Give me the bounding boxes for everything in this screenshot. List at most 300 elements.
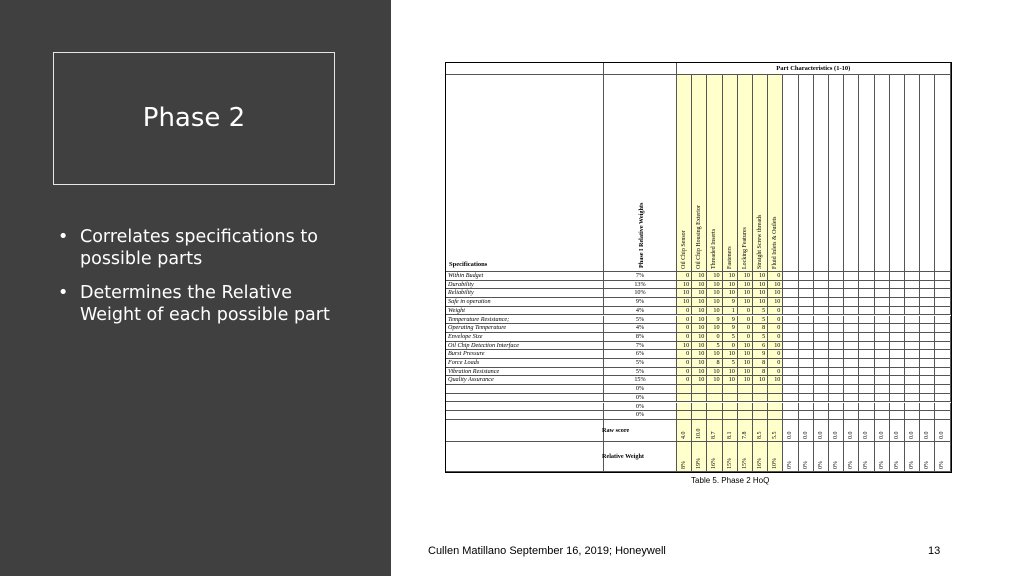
score-cell: [829, 385, 844, 394]
score-cell: 8: [707, 359, 722, 368]
relative-weight-cell: [446, 442, 604, 472]
score-cell: [905, 316, 920, 325]
score-cell: [844, 298, 859, 307]
part-header: [723, 75, 738, 272]
score-cell: [905, 342, 920, 351]
score-cell: [935, 272, 950, 281]
spec-cell: [446, 385, 604, 394]
weight-cell: 4%: [604, 307, 677, 316]
bullet-text: Correlates specifications to possible parts: [80, 227, 318, 269]
score-cell: [920, 403, 935, 412]
score-cell: [677, 385, 692, 394]
score-cell: 10: [723, 350, 738, 359]
weight-cell: 8%: [604, 333, 677, 342]
score-cell: 10: [677, 281, 692, 290]
raw-score-value: 8.7: [711, 431, 718, 439]
score-cell: [692, 403, 707, 412]
score-cell: [783, 272, 798, 281]
score-cell: [875, 342, 890, 351]
score-cell: [890, 342, 905, 351]
score-cell: 10: [692, 316, 707, 325]
score-cell: 5: [753, 307, 768, 316]
score-cell: [829, 281, 844, 290]
score-cell: 0: [677, 324, 692, 333]
relative-weight-value: 15%: [741, 457, 748, 469]
score-cell: [875, 289, 890, 298]
score-cell: [829, 307, 844, 316]
score-cell: 10: [677, 342, 692, 351]
score-cell: [799, 289, 814, 298]
score-cell: [859, 289, 874, 298]
score-cell: [753, 394, 768, 403]
score-cell: 0: [768, 350, 783, 359]
score-cell: [844, 359, 859, 368]
raw-score-value: 0.0: [833, 431, 839, 439]
score-cell: [692, 411, 707, 420]
specifications-label: Specifications: [449, 261, 488, 268]
score-cell: 5: [753, 316, 768, 325]
score-cell: 0: [677, 316, 692, 325]
raw-score-value: 0.0: [848, 431, 855, 439]
score-cell: [783, 298, 798, 307]
score-cell: [738, 411, 753, 420]
score-cell: [799, 298, 814, 307]
score-cell: [799, 350, 814, 359]
relative-weight-value: 8%: [681, 460, 687, 469]
raw-score-value: 8.1: [726, 431, 733, 439]
score-cell: 10: [692, 368, 707, 377]
score-cell: [677, 411, 692, 420]
part-header: [859, 75, 874, 272]
score-cell: [905, 359, 920, 368]
score-cell: [890, 385, 905, 394]
score-cell: [875, 333, 890, 342]
slide-title: Phase 2: [142, 103, 246, 133]
score-cell: [829, 359, 844, 368]
score-cell: [707, 403, 722, 412]
score-cell: [920, 394, 935, 403]
raw-score-value: 5.5: [772, 431, 779, 439]
score-cell: [814, 411, 829, 420]
score-cell: [814, 394, 829, 403]
score-cell: 0: [738, 324, 753, 333]
relative-weight-value: 16%: [711, 457, 718, 469]
score-cell: [935, 376, 950, 385]
score-cell: [814, 298, 829, 307]
left-panel: [0, 0, 391, 576]
score-cell: [935, 281, 950, 290]
score-cell: [859, 342, 874, 351]
score-cell: [859, 281, 874, 290]
raw-score-value: 0.0: [893, 431, 900, 439]
score-cell: [768, 403, 783, 412]
score-cell: [844, 403, 859, 412]
weight-cell: 6%: [604, 350, 677, 359]
score-cell: 5: [707, 342, 722, 351]
score-cell: [935, 385, 950, 394]
score-cell: [783, 316, 798, 325]
score-cell: 0: [738, 316, 753, 325]
score-cell: [707, 394, 722, 403]
score-cell: [768, 385, 783, 394]
relative-weight-value: 15%: [726, 457, 733, 469]
score-cell: [829, 342, 844, 351]
score-cell: 0: [738, 307, 753, 316]
score-cell: [920, 281, 935, 290]
score-cell: 9: [707, 316, 722, 325]
score-cell: [935, 324, 950, 333]
score-cell: 10: [753, 272, 768, 281]
score-cell: [814, 359, 829, 368]
spec-cell: [446, 403, 604, 412]
score-cell: [890, 350, 905, 359]
score-cell: 10: [738, 376, 753, 385]
score-cell: [783, 333, 798, 342]
score-cell: [768, 411, 783, 420]
relative-weight-value: 0%: [787, 460, 794, 469]
score-cell: 10: [692, 350, 707, 359]
relative-weight-value: 19%: [696, 457, 703, 469]
score-cell: [814, 289, 829, 298]
spec-cell: Within Budget: [446, 272, 604, 281]
score-cell: [935, 289, 950, 298]
score-cell: [783, 289, 798, 298]
score-cell: [920, 272, 935, 281]
score-cell: [829, 316, 844, 325]
raw-score-value: 7.8: [741, 431, 748, 439]
relative-weight-value: 10%: [772, 457, 779, 469]
score-cell: 10: [707, 307, 722, 316]
score-cell: [844, 376, 859, 385]
hoq-header: Part Characteristics (1-10): [677, 63, 951, 75]
weight-cell: 15%: [604, 376, 677, 385]
score-cell: 5: [753, 333, 768, 342]
score-cell: 0: [677, 272, 692, 281]
score-cell: [783, 368, 798, 377]
score-cell: [890, 324, 905, 333]
weight-cell: 9%: [604, 298, 677, 307]
bullet-text: Determines the Relative Weight of each possible part: [80, 283, 330, 325]
score-cell: [859, 376, 874, 385]
score-cell: [935, 350, 950, 359]
score-cell: [875, 272, 890, 281]
spec-cell: Quality Assurance: [446, 376, 604, 385]
specifications-header: [446, 75, 604, 272]
score-cell: [859, 298, 874, 307]
score-cell: 0: [768, 272, 783, 281]
score-cell: [935, 307, 950, 316]
score-cell: [875, 359, 890, 368]
score-cell: [890, 359, 905, 368]
score-cell: [723, 385, 738, 394]
bullet-dot-icon: •: [58, 283, 69, 303]
score-cell: 0: [677, 333, 692, 342]
score-cell: 10: [692, 376, 707, 385]
spec-cell: Force Loads: [446, 359, 604, 368]
raw-score-value: 10.0: [696, 428, 703, 439]
score-cell: [799, 342, 814, 351]
score-cell: 5: [723, 359, 738, 368]
score-cell: [799, 368, 814, 377]
score-cell: [753, 385, 768, 394]
score-cell: [844, 316, 859, 325]
score-cell: [920, 298, 935, 307]
score-cell: [799, 403, 814, 412]
score-cell: [783, 281, 798, 290]
score-cell: [905, 350, 920, 359]
part-header: [844, 75, 859, 272]
score-cell: [905, 272, 920, 281]
score-cell: [890, 368, 905, 377]
score-cell: [890, 307, 905, 316]
score-cell: [723, 411, 738, 420]
score-cell: [783, 411, 798, 420]
score-cell: [875, 316, 890, 325]
weight-cell: 5%: [604, 316, 677, 325]
weight-cell: 0%: [604, 385, 677, 394]
weight-cell: 7%: [604, 272, 677, 281]
score-cell: 9: [723, 316, 738, 325]
spec-cell: Weight: [446, 307, 604, 316]
score-cell: [890, 411, 905, 420]
part-header: [890, 75, 905, 272]
spec-cell: [446, 394, 604, 403]
score-cell: [829, 394, 844, 403]
score-cell: [905, 376, 920, 385]
score-cell: 10: [707, 289, 722, 298]
bullet-item: [58, 226, 358, 270]
score-cell: [875, 307, 890, 316]
score-cell: [844, 289, 859, 298]
spec-cell: Durability: [446, 281, 604, 290]
score-cell: [844, 272, 859, 281]
score-cell: [738, 394, 753, 403]
score-cell: 10: [768, 281, 783, 290]
weights-label: Phase I Relative Weights: [638, 202, 645, 268]
score-cell: [844, 307, 859, 316]
spec-cell: [446, 411, 604, 420]
score-cell: 10: [677, 298, 692, 307]
score-cell: 10: [692, 272, 707, 281]
relative-weight-value: 0%: [863, 460, 870, 469]
score-cell: 10: [692, 342, 707, 351]
score-cell: [905, 298, 920, 307]
score-cell: [783, 342, 798, 351]
raw-score-value: 0.0: [787, 431, 794, 439]
score-cell: 10: [753, 289, 768, 298]
part-label: Oil Chip Sensor: [681, 230, 687, 269]
score-cell: [859, 272, 874, 281]
score-cell: [859, 411, 874, 420]
score-cell: [814, 333, 829, 342]
score-cell: 10: [723, 368, 738, 377]
score-cell: [753, 411, 768, 420]
spec-cell: Vibration Resistance: [446, 368, 604, 377]
score-cell: [875, 281, 890, 290]
score-cell: [753, 403, 768, 412]
score-cell: 10: [738, 342, 753, 351]
score-cell: [935, 411, 950, 420]
score-cell: 0: [768, 333, 783, 342]
part-header: [920, 75, 935, 272]
raw-score-label: Raw score: [600, 420, 677, 442]
score-cell: [920, 324, 935, 333]
score-cell: [935, 359, 950, 368]
score-cell: [692, 385, 707, 394]
score-cell: [875, 376, 890, 385]
score-cell: [905, 368, 920, 377]
spec-cell: Burst Pressure: [446, 350, 604, 359]
score-cell: [814, 350, 829, 359]
score-cell: [692, 394, 707, 403]
score-cell: [707, 385, 722, 394]
raw-score-value: 8.5: [757, 431, 763, 439]
score-cell: 1: [723, 307, 738, 316]
score-cell: 0: [723, 342, 738, 351]
spec-cell: Reliability: [446, 289, 604, 298]
score-cell: [829, 403, 844, 412]
score-cell: [905, 394, 920, 403]
score-cell: [905, 385, 920, 394]
score-cell: [875, 368, 890, 377]
score-cell: [799, 385, 814, 394]
part-label: Fluid Inlets & Outlets: [772, 216, 779, 269]
score-cell: [799, 411, 814, 420]
score-cell: [829, 333, 844, 342]
raw-score-value: 0.0: [863, 431, 870, 439]
part-label: Straight Screw threads: [757, 214, 763, 269]
score-cell: [829, 376, 844, 385]
score-cell: 0: [677, 350, 692, 359]
score-cell: [814, 368, 829, 377]
score-cell: 10: [768, 342, 783, 351]
score-cell: 10: [692, 307, 707, 316]
score-cell: [859, 359, 874, 368]
score-cell: [905, 324, 920, 333]
score-cell: [935, 333, 950, 342]
score-cell: [844, 411, 859, 420]
score-cell: 10: [753, 281, 768, 290]
score-cell: 10: [738, 368, 753, 377]
spec-cell: Safe in operation: [446, 298, 604, 307]
weight-cell: 10%: [604, 289, 677, 298]
score-cell: [920, 368, 935, 377]
score-cell: [935, 316, 950, 325]
score-cell: [890, 376, 905, 385]
score-cell: [829, 272, 844, 281]
relative-weight-value: 0%: [939, 460, 946, 469]
score-cell: 10: [692, 333, 707, 342]
score-cell: 10: [738, 359, 753, 368]
score-cell: 10: [738, 298, 753, 307]
score-cell: [783, 324, 798, 333]
score-cell: [890, 316, 905, 325]
spec-cell: Envelope Size: [446, 333, 604, 342]
score-cell: 10: [707, 350, 722, 359]
score-cell: [875, 298, 890, 307]
relative-weight-value: 0%: [878, 460, 885, 469]
score-cell: 10: [738, 281, 753, 290]
score-cell: [844, 324, 859, 333]
score-cell: 10: [738, 289, 753, 298]
score-cell: [905, 411, 920, 420]
score-cell: [829, 298, 844, 307]
score-cell: [723, 403, 738, 412]
score-cell: [783, 385, 798, 394]
part-label: Locking Features: [741, 227, 748, 269]
score-cell: [890, 298, 905, 307]
spec-cell: Temperature Resistance;: [446, 316, 604, 325]
footer-text: Cullen Matillano September 16, 2019; Honeywell: [428, 545, 666, 557]
table-caption: Table 5. Phase 2 HoQ: [691, 475, 770, 485]
score-cell: 0: [677, 368, 692, 377]
page-number: 13: [928, 545, 941, 557]
score-cell: [723, 394, 738, 403]
score-cell: [783, 376, 798, 385]
score-cell: 10: [723, 376, 738, 385]
score-cell: [920, 376, 935, 385]
relative-weight-value: 16%: [757, 457, 763, 469]
score-cell: [905, 307, 920, 316]
score-cell: [783, 359, 798, 368]
raw-score-value: 0.0: [878, 431, 885, 439]
score-cell: [920, 359, 935, 368]
score-cell: [875, 394, 890, 403]
score-cell: [935, 403, 950, 412]
score-cell: [859, 394, 874, 403]
weight-cell: 5%: [604, 359, 677, 368]
relative-weight-value: 0%: [893, 460, 900, 469]
spec-cell: Oil Chip Detection Interface: [446, 342, 604, 351]
relative-weight-value: 0%: [833, 460, 839, 469]
hoq-corner: [604, 63, 677, 75]
score-cell: [829, 324, 844, 333]
score-cell: [875, 411, 890, 420]
score-cell: 10: [707, 368, 722, 377]
bullet-item: [58, 282, 358, 326]
score-cell: 10: [692, 298, 707, 307]
score-cell: 10: [738, 272, 753, 281]
score-cell: 8: [753, 368, 768, 377]
score-cell: 8: [753, 324, 768, 333]
score-cell: 6: [753, 342, 768, 351]
relative-weight-value: 0%: [817, 460, 824, 469]
score-cell: [768, 394, 783, 403]
score-cell: [799, 307, 814, 316]
score-cell: [859, 324, 874, 333]
spec-cell: Operating Temperature: [446, 324, 604, 333]
score-cell: [920, 333, 935, 342]
score-cell: 9: [723, 324, 738, 333]
weight-cell: 0%: [604, 394, 677, 403]
score-cell: [844, 281, 859, 290]
score-cell: [935, 298, 950, 307]
weight-cell: 13%: [604, 281, 677, 290]
score-cell: [905, 289, 920, 298]
score-cell: 10: [707, 324, 722, 333]
score-cell: 10: [738, 350, 753, 359]
score-cell: [859, 385, 874, 394]
raw-score-value: 0.0: [802, 431, 809, 439]
score-cell: [844, 333, 859, 342]
part-label: Oil Chip Housing Exterior: [696, 205, 703, 269]
score-cell: [814, 403, 829, 412]
score-cell: [783, 350, 798, 359]
part-header: [814, 75, 829, 272]
score-cell: [920, 350, 935, 359]
score-cell: [738, 403, 753, 412]
relative-weight-value: 0%: [802, 460, 809, 469]
